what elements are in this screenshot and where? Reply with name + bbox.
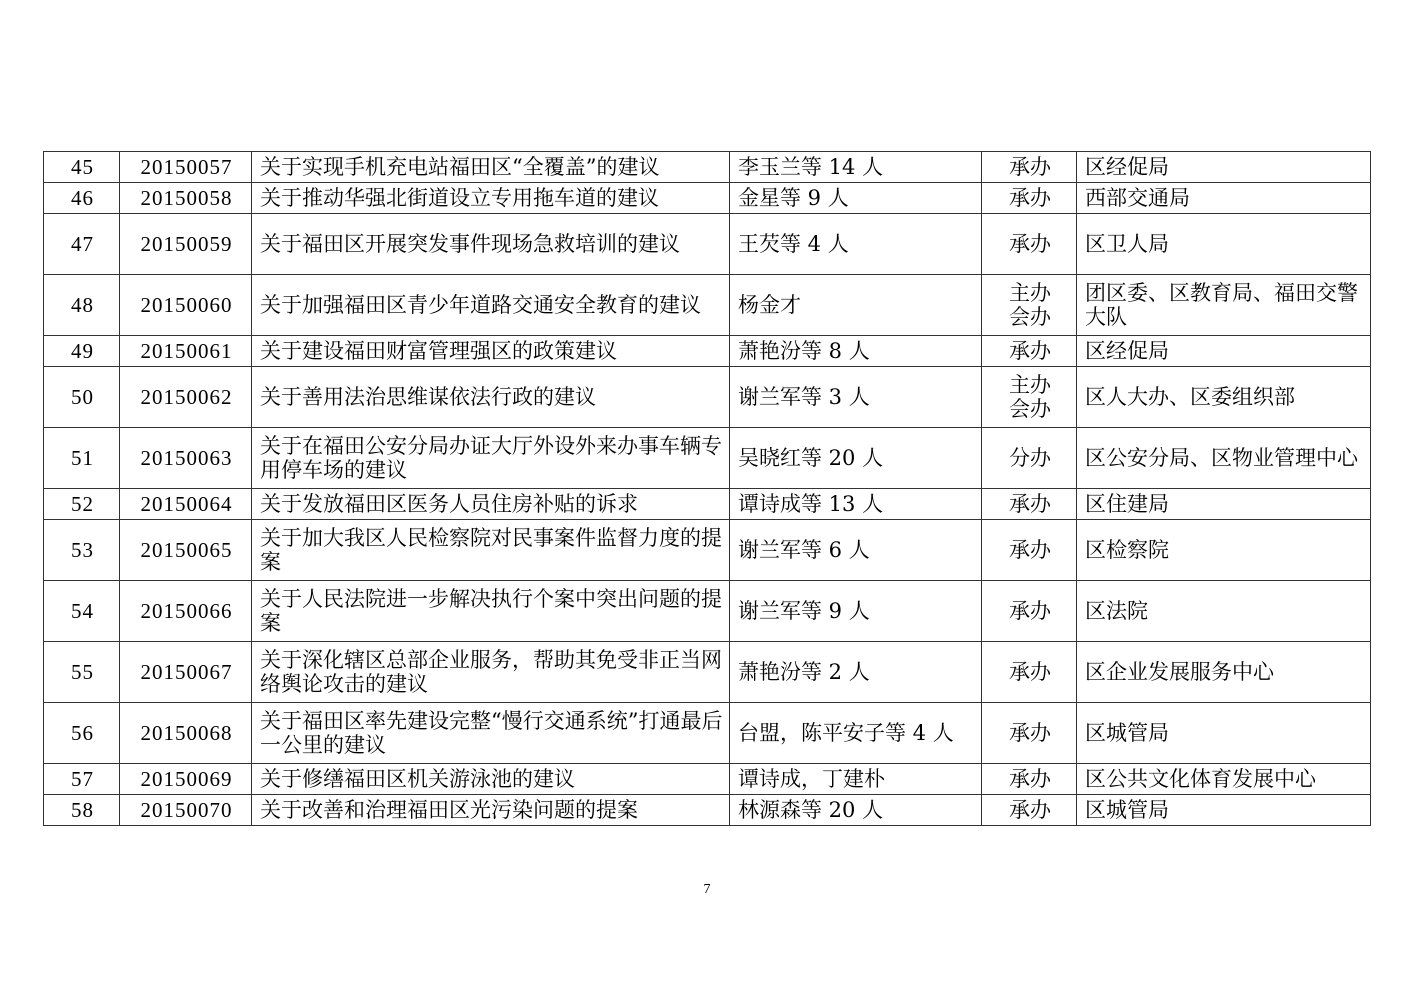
row-number: 47: [44, 214, 120, 275]
proposal-code: 20150063: [120, 428, 252, 489]
proposal-code: 20150067: [120, 642, 252, 703]
row-number: 50: [44, 367, 120, 428]
responsible-unit: 团区委、区教育局、福田交警大队: [1077, 275, 1371, 336]
proposal-title: 关于建设福田财富管理强区的政策建议: [252, 336, 730, 367]
handling-type-label: 承办: [1009, 492, 1051, 516]
table-row: [44, 428, 1371, 489]
row-number: 49: [44, 336, 120, 367]
proposal-code: 20150069: [120, 764, 252, 795]
proposal-title: 关于福田区率先建设完整“慢行交通系统”打通最后一公里的建议: [252, 703, 730, 764]
proposal-title: 关于修缮福田区机关游泳池的建议: [252, 764, 730, 795]
handling-type-label: 主办: [1009, 281, 1051, 305]
row-number: 55: [44, 642, 120, 703]
responsible-unit: 区经促局: [1077, 336, 1371, 367]
handling-type: [982, 183, 1077, 214]
handling-type: [982, 764, 1077, 795]
proposer: 杨金才: [730, 275, 982, 336]
handling-type-label: 会办: [1009, 397, 1051, 421]
row-number: 48: [44, 275, 120, 336]
handling-type-label: 承办: [1009, 721, 1051, 745]
handling-type-label: 承办: [1009, 232, 1051, 256]
responsible-unit: 区法院: [1077, 581, 1371, 642]
responsible-unit: 区卫人局: [1077, 214, 1371, 275]
handling-type-label: 承办: [1009, 599, 1051, 623]
table-row: [44, 367, 1371, 428]
table-row: [44, 703, 1371, 764]
handling-type: [982, 520, 1077, 581]
responsible-unit: 区人大办、区委组织部: [1077, 367, 1371, 428]
handling-type: [982, 214, 1077, 275]
row-number: 45: [44, 152, 120, 183]
row-number: 51: [44, 428, 120, 489]
table-row: [44, 642, 1371, 703]
proposal-title: 关于福田区开展突发事件现场急救培训的建议: [252, 214, 730, 275]
proposer: 李玉兰等 14 人: [730, 152, 982, 183]
row-number: 56: [44, 703, 120, 764]
responsible-unit: 区检察院: [1077, 520, 1371, 581]
table-row: [44, 520, 1371, 581]
proposer: 台盟，陈平安子等 4 人: [730, 703, 982, 764]
handling-type-label: 承办: [1009, 538, 1051, 562]
proposal-title: 关于深化辖区总部企业服务，帮助其免受非正当网络舆论攻击的建议: [252, 642, 730, 703]
responsible-unit: 区经促局: [1077, 152, 1371, 183]
table-row: [44, 795, 1371, 826]
handling-type: [982, 428, 1077, 489]
proposer: 萧艳汾等 8 人: [730, 336, 982, 367]
responsible-unit: 区城管局: [1077, 795, 1371, 826]
responsible-unit: 区住建局: [1077, 489, 1371, 520]
responsible-unit: 区企业发展服务中心: [1077, 642, 1371, 703]
handling-type: [982, 275, 1077, 336]
proposal-code: 20150062: [120, 367, 252, 428]
proposal-title: 关于实现手机充电站福田区“全覆盖”的建议: [252, 152, 730, 183]
row-number: 58: [44, 795, 120, 826]
table-row: [44, 183, 1371, 214]
handling-type-label: 承办: [1009, 186, 1051, 210]
table-row: [44, 275, 1371, 336]
row-number: 54: [44, 581, 120, 642]
handling-type-label: 承办: [1009, 339, 1051, 363]
page-number: 7: [703, 882, 711, 897]
proposer: 金星等 9 人: [730, 183, 982, 214]
handling-type: [982, 795, 1077, 826]
handling-type: [982, 642, 1077, 703]
proposal-code: 20150070: [120, 795, 252, 826]
handling-type-label: 承办: [1009, 767, 1051, 791]
responsible-unit: 区城管局: [1077, 703, 1371, 764]
table-row: [44, 214, 1371, 275]
handling-type-label: 会办: [1009, 305, 1051, 329]
responsible-unit: 区公安分局、区物业管理中心: [1077, 428, 1371, 489]
proposal-code: 20150060: [120, 275, 252, 336]
row-number: 57: [44, 764, 120, 795]
handling-type: [982, 581, 1077, 642]
proposal-code: 20150059: [120, 214, 252, 275]
table-row: [44, 764, 1371, 795]
proposal-title: 关于善用法治思维谋依法行政的建议: [252, 367, 730, 428]
responsible-unit: 区公共文化体育发展中心: [1077, 764, 1371, 795]
handling-type: [982, 336, 1077, 367]
table-row: [44, 489, 1371, 520]
handling-type-label: 主办: [1009, 373, 1051, 397]
proposal-code: 20150061: [120, 336, 252, 367]
proposal-title: 关于在福田公安分局办证大厅外设外来办事车辆专用停车场的建议: [252, 428, 730, 489]
proposal-title: 关于加强福田区青少年道路交通安全教育的建议: [252, 275, 730, 336]
proposal-table: [43, 151, 1371, 826]
table-body: [44, 152, 1371, 826]
responsible-unit: 西部交通局: [1077, 183, 1371, 214]
proposer: 谢兰军等 9 人: [730, 581, 982, 642]
handling-type-label: 承办: [1009, 798, 1051, 822]
proposal-title: 关于推动华强北街道设立专用拖车道的建议: [252, 183, 730, 214]
proposal-code: 20150058: [120, 183, 252, 214]
proposal-title: 关于加大我区人民检察院对民事案件监督力度的提案: [252, 520, 730, 581]
handling-type-label: 分办: [1009, 446, 1051, 470]
row-number: 52: [44, 489, 120, 520]
proposal-code: 20150066: [120, 581, 252, 642]
table-row: [44, 581, 1371, 642]
proposal-title: 关于发放福田区医务人员住房补贴的诉求: [252, 489, 730, 520]
handling-type: [982, 152, 1077, 183]
proposal-code: 20150065: [120, 520, 252, 581]
handling-type: [982, 367, 1077, 428]
proposal-code: 20150064: [120, 489, 252, 520]
handling-type: [982, 489, 1077, 520]
handling-type: [982, 703, 1077, 764]
proposer: 林源森等 20 人: [730, 795, 982, 826]
handling-type-label: 承办: [1009, 155, 1051, 179]
proposer: 谭诗成等 13 人: [730, 489, 982, 520]
proposal-title: 关于人民法院进一步解决执行个案中突出问题的提案: [252, 581, 730, 642]
table-row: [44, 336, 1371, 367]
proposal-code: 20150057: [120, 152, 252, 183]
proposal-code: 20150068: [120, 703, 252, 764]
proposal-title: 关于改善和治理福田区光污染问题的提案: [252, 795, 730, 826]
row-number: 46: [44, 183, 120, 214]
proposer: 谢兰军等 6 人: [730, 520, 982, 581]
proposer: 谭诗成，丁建朴: [730, 764, 982, 795]
proposer: 谢兰军等 3 人: [730, 367, 982, 428]
table-row: [44, 152, 1371, 183]
proposer: 王芡等 4 人: [730, 214, 982, 275]
proposer: 萧艳汾等 2 人: [730, 642, 982, 703]
handling-type-label: 承办: [1009, 660, 1051, 684]
row-number: 53: [44, 520, 120, 581]
proposer: 吴晓红等 20 人: [730, 428, 982, 489]
